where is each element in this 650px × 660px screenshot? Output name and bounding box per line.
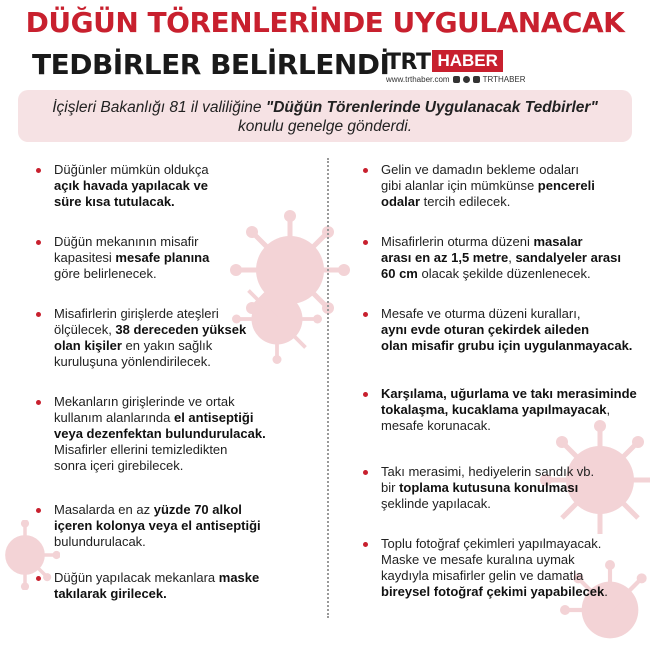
- instagram-icon: [463, 76, 470, 83]
- intro-text: [18, 98, 632, 136]
- bullet-icon: [36, 576, 41, 581]
- brand-haber: HABER: [432, 50, 502, 72]
- list-item: Takı merasimi, hediyelerin sandık vb. bir toplama kutusuna konulması şeklinde yapılacak.: [363, 464, 650, 512]
- list-item: Masalarda en az yüzde 70 alkol içeren kolonya veya el antiseptiği bulundurulacak.: [36, 502, 334, 550]
- bullet-icon: [363, 392, 368, 397]
- bullet-icon: [363, 542, 368, 547]
- title-line-2: TEDBİRLER BELİRLENDİ: [32, 48, 390, 81]
- list-item: Mesafe ve oturma düzeni kuralları, aynı evde oturan çekirdek aileden olan misafir grubu için uygulanmayacak.: [363, 306, 650, 354]
- brand-trt: TRT: [386, 50, 431, 75]
- list-item: Mekanların girişlerinde ve ortak kullanım alanlarında el antiseptiği veya dezenfektan bulundurulacak. Misafirler ellerini temizledikten sonra içeri girebilecek.: [36, 394, 334, 474]
- list-item: Gelin ve damadın bekleme odaları gibi alanlar için mümkünse pencereli odalar tercih edilecek.: [363, 162, 650, 210]
- bullet-icon: [36, 240, 41, 245]
- brand-site: www.trthaber.com: [386, 75, 450, 84]
- title-line-1: DÜĞÜN TÖRENLERİNDE UYGULANACAK: [25, 6, 625, 39]
- intro-pre: İçişleri Bakanlığı 81 il valiliğine: [52, 99, 266, 116]
- bullet-icon: [36, 312, 41, 317]
- bullet-icon: [36, 508, 41, 513]
- brand-logo: [386, 50, 526, 84]
- list-item: Düğün yapılacak mekanlara maske takılarak girilecek.: [36, 570, 334, 602]
- bullet-icon: [363, 168, 368, 173]
- intro-banner: [18, 90, 632, 142]
- list-item: Misafirlerin girişlerde ateşleri ölçülecek, 38 dereceden yüksek olan kişiler en yakın sağlık kuruluşuna yönlendirilecek.: [36, 306, 334, 370]
- bullet-icon: [36, 400, 41, 405]
- list-item: Toplu fotoğraf çekimleri yapılmayacak. Maske ve mesafe kuralına uymak kaydıyla misafirler gelin ve damatla bireysel fotoğraf çekimi yapabilecek.: [363, 536, 650, 600]
- bullet-icon: [363, 312, 368, 317]
- list-item: Karşılama, uğurlama ve takı merasiminde tokalaşma, kucaklama yapılmayacak, mesafe korunacak.: [363, 386, 650, 434]
- list-item: Misafirlerin oturma düzeni masalar arası en az 1,5 metre, sandalyeler arası 60 cm olacak şekilde düzenlenecek.: [363, 234, 650, 282]
- bullet-icon: [36, 168, 41, 173]
- bullet-icon: [363, 240, 368, 245]
- twitter-icon: [473, 76, 480, 83]
- brand-handle: TRTHABER: [482, 75, 526, 84]
- brand-social: [386, 75, 526, 84]
- intro-post: konulu genelge gönderdi.: [237, 118, 413, 135]
- list-item: Düğün mekanının misafir kapasitesi mesafe planına göre belirlenecek.: [36, 234, 334, 282]
- intro-bold: "Düğün Törenlerinde Uygulanacak Tedbirler": [265, 99, 598, 116]
- bullet-icon: [363, 470, 368, 475]
- facebook-icon: [453, 76, 460, 83]
- list-item: Düğünler mümkün oldukça açık havada yapılacak ve süre kısa tutulacak.: [36, 162, 334, 210]
